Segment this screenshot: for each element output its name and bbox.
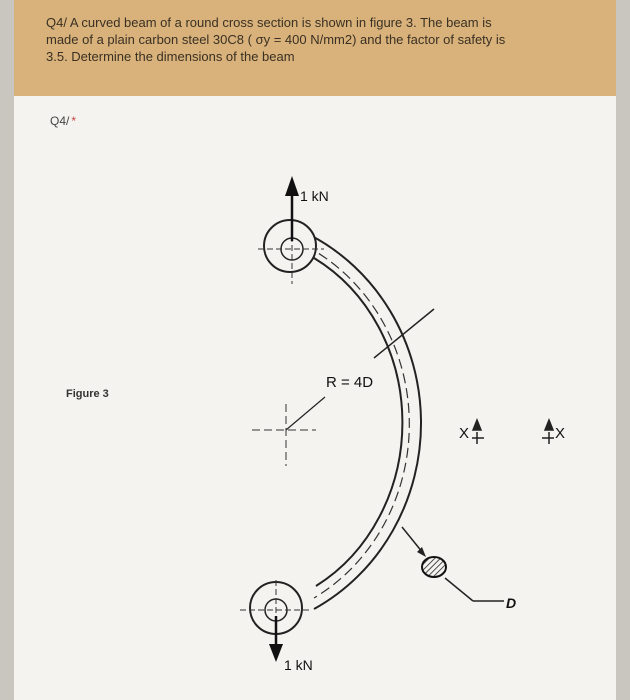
section-label-left: X bbox=[459, 425, 470, 442]
diameter-leaders bbox=[402, 527, 504, 601]
question-line-3: 3.5. Determine the dimensions of the beam bbox=[46, 49, 295, 64]
top-eye-ring bbox=[264, 220, 316, 272]
question-line-1: Q4/ A curved beam of a round cross section is shown in figure 3. The beam is bbox=[46, 15, 492, 30]
answer-label-text: Q4/ bbox=[50, 114, 70, 128]
round-cross-section bbox=[422, 557, 446, 577]
diameter-label: D bbox=[506, 595, 517, 611]
figure-caption: Figure 3 bbox=[66, 388, 109, 400]
radius-leader-short bbox=[286, 397, 325, 430]
bottom-load-label: 1 kN bbox=[284, 657, 313, 673]
top-load-label: 1 kN bbox=[300, 188, 329, 204]
required-marker: * bbox=[71, 114, 77, 128]
question-text bbox=[46, 14, 590, 65]
curved-beam-figure bbox=[14, 96, 616, 700]
section-label-right: X bbox=[555, 425, 566, 442]
section-markers bbox=[472, 420, 554, 444]
question-line-2: made of a plain carbon steel 30C8 ( σy = 400 N/mm2) and the factor of safety is bbox=[46, 32, 506, 47]
answer-card[interactable] bbox=[14, 96, 616, 700]
beam-centerline bbox=[306, 246, 409, 598]
radius-label: R = 4D bbox=[326, 374, 374, 391]
question-banner bbox=[14, 0, 616, 96]
